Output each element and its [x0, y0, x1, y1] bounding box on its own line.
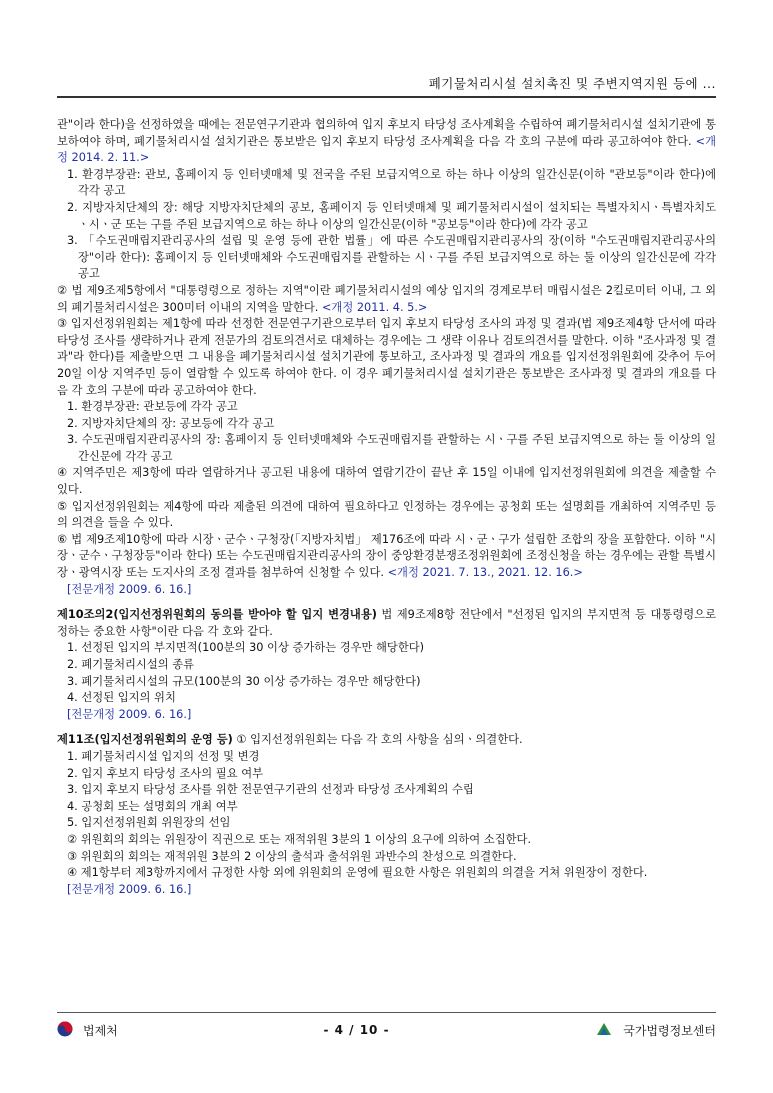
paragraph-1: 관"이라 한다)을 선정하였을 때에는 전문연구기관과 협의하여 입지 후보지 타당성 조사계획을 수립하여 폐기물처리시설 설치기관에 통보하여야 하며, 폐기물처리시설 설치기관은 통보받은 입지 후보지 타당성 조사계획을 다음 각 호의 구분에 따라 공고하여야 한다. <개정 2014. 2. 11.>: [57, 118, 716, 165]
article-11: 제11조(입지선정위원회의 운영 등) ① 입지선정위원회는 다음 각 호의 사항을 심의ㆍ의결한다.: [57, 733, 523, 747]
list-item: 1. 선정된 입지의 부지면적(100분의 30 이상 증가하는 경우만 해당한다): [67, 641, 425, 655]
amendment-note: <개정 2014. 2. 11.>: [57, 134, 716, 165]
footer-right: [595, 1021, 716, 1040]
paragraph-3: ③ 입지선정위원회는 제1항에 따라 선정한 전문연구기관으로부터 입지 후보지 타당성 조사의 과정 및 결과(법 제9조제4항 단서에 따라 타당성 조사를 생략하거나 관계 전문가의 검토의견서로 대체하는 경우에는 그 생략 이유나 검토의견서를 말한다. 이하 "조사과정 및 결과"라 한다)를 제출받으면 그 내용을 폐기물처리시설 설치기관에 통보하고, 조사과정 및 결과의 개요를 입지선정위원회에 갖추어 두어 20일 이상 지역주민 등이 열람할 수 있도록 하여야 한다. 이 경우 폐기물처리시설 설치기관은 통보받은 조사과정 및 결과의 개요를 다음 각 호의 구분에 따라 공고하여야 한다.: [57, 317, 716, 397]
list-item: 3. 폐기물처리시설의 규모(100분의 30 이상 증가하는 경우만 해당한다): [67, 674, 421, 688]
amendment-note: <개정 2011. 4. 5.>: [321, 300, 428, 314]
list-item: 2. 지방자치단체의 장: 해당 지방자치단체의 공보, 홈페이지 등 인터넷매체 및 폐기물처리시설이 설치되는 특별자치시ㆍ특별자치도ㆍ시ㆍ군 또는 구를 주된 보급지역으로 하는 하나 이상의 일간신문(이하 "공보등"이라 한다)에 각각 공고: [67, 200, 716, 231]
list-item: 3. 입지 후보지 타당성 조사를 위한 전문연구기관의 선정과 타당성 조사계획의 수립: [67, 783, 474, 797]
paragraph-6: ⑥ 법 제9조제10항에 따라 시장ㆍ군수ㆍ구청장(「지방자치법」 제176조에 따라 시ㆍ군ㆍ구가 설립한 조합의 장을 포함한다. 이하 "시장ㆍ군수ㆍ구청장등"이라 한다) 또는 수도권매립지관리공사의 장이 중앙환경분쟁조정위원회에 조정신청을 하는 경우에는 관할 특별시장ㆍ광역시장 또는 도지사의 조정 결과를 첨부하여 신청할 수 있다. <개정 2021. 7. 13., 2021. 12. 16.>: [57, 532, 716, 580]
list-item: 5. 입지선정위원회 위원장의 선임: [67, 816, 231, 830]
paragraph: ② 위원회의 회의는 위원장이 직권으로 또는 재적위원 3분의 1 이상의 요구에 의하여 소집한다.: [67, 832, 532, 846]
revision-note: [전문개정 2009. 6. 16.]: [67, 582, 192, 596]
list-item: 1. 폐기물처리시설 입지의 선정 및 변경: [67, 749, 260, 763]
paragraph-5: ⑤ 입지선정위원회는 제4항에 따라 제출된 의견에 대하여 필요하다고 인정하는 경우에는 공청회 또는 설명회를 개최하여 지역주민 등의 의견을 들을 수 있다.: [57, 499, 716, 530]
list-item: 4. 공청회 또는 설명회의 개최 여부: [67, 799, 238, 813]
paragraph: ③ 위원회의 회의는 재적위원 3분의 2 이상의 출석과 출석위원 과반수의 찬성으로 의결한다.: [67, 849, 517, 863]
list-item: 2. 지방자치단체의 장: 공보등에 각각 공고: [67, 416, 275, 430]
list-item: 1. 환경부장관: 관보등에 각각 공고: [67, 400, 238, 414]
list-item: 2. 폐기물처리시설의 종류: [67, 658, 195, 671]
paragraph-4: ④ 지역주민은 제3항에 따라 열람하거나 공고된 내용에 대하여 열람기간이 끝난 후 15일 이내에 입지선정위원회에 의견을 제출할 수 있다.: [57, 466, 716, 497]
footer-divider: [57, 1012, 716, 1013]
header-divider: [57, 96, 716, 98]
list-item: 1. 환경부장관: 관보, 홈페이지 등 인터넷매체 및 전국을 주된 보급지역으로 하는 하나 이상의 일간신문(이하 "관보등"이라 한다)에 각각 공고: [67, 167, 716, 198]
revision-note: [전문개정 2009. 6. 16.]: [67, 882, 192, 896]
revision-note: [전문개정 2009. 6. 16.]: [67, 707, 192, 721]
law-center-logo-icon: [595, 1021, 613, 1040]
article-10-2: 제10조의2(입지선정위원회의 동의를 받아야 할 입지 변경내용) 법 제9조제8항 전단에서 "선정된 입지의 부지면적 등 대통령령으로 정하는 중요한 사항"이란 다음 각 호와 같다.: [57, 608, 716, 638]
footer-right-label: 국가법령정보센터: [623, 1023, 716, 1038]
korea-taegeuk-emblem-icon: [57, 1021, 73, 1040]
amendment-note: <개정 2021. 7. 13., 2021. 12. 16.>: [387, 566, 583, 580]
list-item: 3. 수도권매립지관리공사의 장: 홈페이지 등 인터넷매체와 수도권매립지를 관할하는 시ㆍ구를 주된 보급지역으로 하는 둘 이상의 일간신문에 각각 공고: [67, 433, 716, 463]
list-item: 3. 「수도권매립지관리공사의 설립 및 운영 등에 관한 법률」에 따른 수도권매립지관리공사의 장(이하 "수도권매립지관리공사의 장"이라 한다): 홈페이지 등 인터넷매체와 수도권매립지를 관할하는 시ㆍ구를 주된 보급지역으로 하는 둘 이상의 일간신문에 각각 공고: [67, 234, 716, 281]
paragraph-2: ② 법 제9조제5항에서 "대통령령으로 정하는 지역"이란 폐기물처리시설의 예상 입지의 경계로부터 매립시설은 2킬로미터 이내, 그 외의 폐기물처리시설은 300미터 이내의 지역을 말한다. <개정 2011. 4. 5.>: [57, 283, 716, 314]
page-number: - 4 / 10 -: [323, 1023, 390, 1037]
list-item: 2. 입지 후보지 타당성 조사의 필요 여부: [67, 766, 264, 780]
document-footer: [57, 1019, 716, 1041]
footer-left: [57, 1021, 118, 1040]
footer-left-label: 법제처: [83, 1023, 118, 1038]
article-title: 제10조의2(입지선정위원회의 동의를 받아야 할 입지 변경내용): [57, 608, 377, 622]
header-title: 폐기물처리시설 설치촉진 및 주변지역지원 등에 ...: [428, 76, 716, 91]
document-body: [57, 117, 716, 898]
paragraph: ④ 제1항부터 제3항까지에서 규정한 사항 외에 위원회의 운영에 필요한 사항은 위원회의 의결을 거쳐 위원장이 정한다.: [67, 866, 648, 880]
list-item: 4. 선정된 입지의 위치: [67, 691, 176, 705]
article-title: 제11조(입지선정위원회의 운영 등): [57, 733, 233, 747]
document-header: [57, 74, 716, 92]
